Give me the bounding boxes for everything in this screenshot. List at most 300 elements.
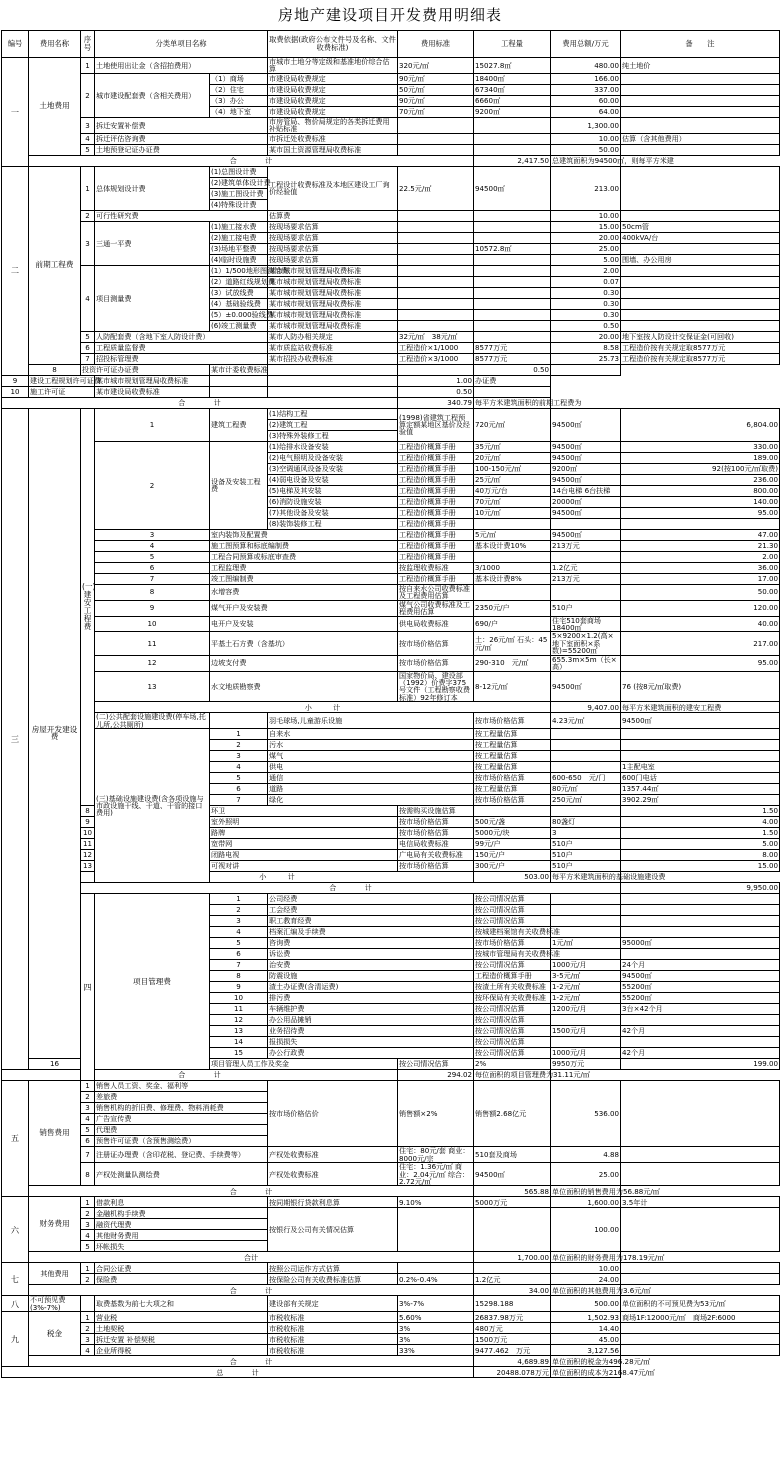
table-cell: 按工程量估算 — [474, 729, 551, 740]
table-cell: (5）±0.000验线费 — [211, 310, 273, 320]
table-cell: 按现场要求估算 — [268, 254, 398, 265]
table-cell: 1000元/月 — [551, 1048, 621, 1059]
table-cell: 24.00 — [551, 1274, 621, 1285]
table-cell: 4 — [81, 1114, 95, 1125]
table-row — [2, 1367, 780, 1378]
table-cell: 4 — [95, 540, 210, 551]
table-cell: 围墙、办公用房 — [621, 254, 780, 265]
table-cell: 337.00 — [551, 84, 621, 95]
table-cell: 其他财务费用 — [95, 1230, 268, 1241]
table-cell — [621, 927, 780, 938]
table-cell: 9200㎡ — [474, 106, 551, 117]
table-cell: 通信 — [268, 773, 474, 784]
table-cell: 某市城市规划管理局收费标准 — [268, 265, 398, 276]
table-cell: 咨询费 — [268, 938, 474, 949]
table-cell: 1主配电室 — [621, 762, 780, 773]
table-cell — [474, 518, 551, 529]
table-cell: 236.00 — [621, 474, 780, 485]
table-cell — [398, 232, 474, 243]
table-cell: 25.00 — [551, 1163, 621, 1186]
table-cell: 9 — [210, 982, 268, 993]
table-cell: 64.00 — [551, 106, 621, 117]
table-cell: 690/户 — [474, 616, 551, 632]
table-cell — [621, 740, 780, 751]
table-cell: 市城市土地分等定级和基准地价综合估算 — [268, 58, 398, 74]
table-cell: 10元/㎡ — [474, 507, 551, 518]
table-cell — [474, 117, 551, 133]
table-cell: 510户 — [551, 850, 621, 861]
table-cell: 290-310 元/㎡ — [474, 655, 551, 671]
table-cell: 施工许可证 — [29, 386, 95, 397]
table-cell: (1）1/500地形图测绘费 — [211, 266, 289, 276]
table-cell: 10.00 — [551, 210, 621, 221]
table-cell: 项目测量费 — [95, 265, 210, 331]
table-cell: (2)建筑单体设计费 — [211, 178, 271, 188]
table-row — [2, 117, 780, 133]
table-cell: 2 — [81, 1323, 95, 1334]
table-cell: 94500㎡ — [551, 441, 621, 452]
table-cell: 5000元/块 — [474, 828, 551, 839]
table-row — [2, 872, 780, 883]
table-cell: 3-5元/㎡ — [551, 971, 621, 982]
table-cell — [621, 1334, 780, 1345]
table-cell: 总体规划设计费 — [95, 166, 210, 210]
table-cell: 1元/㎡ — [551, 938, 621, 949]
table-cell: 9950万元 — [551, 1059, 621, 1070]
table-cell: 100.00 — [551, 1208, 621, 1252]
table-cell: 3 — [81, 117, 95, 133]
table-cell: 10.00 — [551, 1263, 621, 1274]
table-cell: 21.30 — [621, 540, 780, 551]
table-cell: 3 — [551, 828, 621, 839]
table-cell: 3 — [81, 1334, 95, 1345]
table-cell — [551, 927, 621, 938]
table-cell: 1.50 — [621, 806, 780, 817]
table-cell: 工程造价概算手册 — [398, 573, 474, 584]
table-cell: 655.3m×5m（长×高） — [551, 655, 621, 671]
table-cell: (3)特殊外装修工程 — [268, 430, 398, 441]
header-basis: 取费依据(政府公布文件号及名称、文件收费标准) — [268, 31, 398, 58]
table-cell: 20488.078万元 — [474, 1367, 551, 1378]
table-cell — [474, 232, 551, 243]
table-row — [2, 729, 780, 740]
table-cell: 47.00 — [621, 529, 780, 540]
table-cell: 9 — [95, 600, 210, 616]
table-cell: (一)建安工程费 — [81, 408, 95, 805]
table-cell: 某市城市规划管理局收费标准 — [268, 287, 398, 298]
table-cell: 按城建档案馆有关收费标准 — [475, 927, 561, 937]
table-cell: 煤气公司收费标准及工程费用估算 — [398, 600, 474, 616]
table-cell — [398, 364, 474, 375]
table-cell: 9477.462 万元 — [474, 1345, 551, 1356]
table-row — [2, 1208, 780, 1219]
table-row — [2, 529, 780, 540]
table-cell: 合 计 — [29, 1356, 474, 1367]
table-cell: 4 — [81, 265, 95, 331]
table-cell: (3)空调通风设备及安装 — [268, 463, 398, 474]
table-cell: 项目管理费 — [95, 894, 210, 1070]
table-cell: 2 — [210, 905, 268, 916]
table-cell: 1357.44㎡ — [621, 784, 780, 795]
table-cell: 300元/户 — [474, 861, 551, 872]
table-cell: 8 — [81, 1163, 95, 1186]
table-cell — [551, 916, 621, 927]
table-cell: 建设工程规划许可证费 — [30, 376, 101, 386]
table-cell: 产权处收费标准 — [268, 1163, 398, 1186]
table-cell: 2 — [81, 210, 95, 221]
table-cell: 12 — [210, 1015, 268, 1026]
table-cell: (4）基础验线费 — [210, 298, 268, 309]
table-cell: 94500㎡ — [621, 713, 780, 729]
table-cell: 2 — [81, 1092, 95, 1103]
table-cell: 产权处收费标准 — [268, 1147, 398, 1163]
table-cell: 工程合同预算或标底审查费 — [210, 551, 398, 562]
table-cell: 按公司情况估算 — [474, 1026, 551, 1037]
table-cell — [621, 84, 780, 95]
table-cell: 8577万元 — [474, 342, 551, 353]
table-cell: 土地使用出让金（含招拍费用） — [95, 58, 268, 74]
table-cell: 5.00 — [551, 254, 621, 265]
header-standard: 费用标准 — [398, 31, 474, 58]
table-cell: 市税收标准 — [268, 1334, 398, 1345]
table-cell: (8)装饰装修工程 — [268, 518, 398, 529]
table-cell: 按公司情况估算 — [474, 1004, 551, 1015]
table-cell: 按环保局有关收费标准 — [474, 993, 551, 1004]
table-row — [2, 210, 780, 221]
table-cell: 1.2亿元 — [474, 1274, 551, 1285]
table-cell: 330.00 — [621, 441, 780, 452]
table-cell — [621, 106, 780, 117]
table-cell: 按保险公司有关收费标准估算 — [268, 1274, 398, 1285]
table-cell: (2）道路红线规划费 — [211, 277, 276, 287]
table-row — [2, 1252, 780, 1263]
table-cell — [621, 1147, 780, 1163]
table-cell: 按工程量估算 — [474, 784, 551, 795]
table-cell: 8-12元/㎡ — [474, 671, 551, 702]
table-cell: 差旅费 — [95, 1092, 268, 1103]
table-cell: 室外照明 — [210, 817, 398, 828]
table-cell — [621, 287, 780, 298]
table-cell: 1200元/月 — [551, 1004, 621, 1015]
table-row — [2, 1285, 780, 1296]
table-cell — [474, 331, 551, 342]
table-cell: 电信局收费标准 — [398, 839, 474, 850]
table-row — [2, 155, 780, 166]
table-cell: 8.00 — [621, 850, 780, 861]
table-cell: 15 — [210, 1048, 268, 1059]
table-cell: 14 — [210, 1037, 268, 1048]
table-cell: 按监理收费标准 — [398, 562, 474, 573]
table-cell — [621, 1345, 780, 1356]
table-cell: （4）地下室 — [210, 106, 268, 117]
table-cell: 自来水 — [268, 729, 474, 740]
table-row — [2, 441, 780, 452]
table-cell: 广告宣传费 — [95, 1114, 268, 1125]
table-cell: 可行性研究费 — [95, 210, 268, 221]
table-cell — [474, 210, 551, 221]
table-cell: 3 — [210, 751, 268, 762]
table-cell: 1,700.00 — [474, 1252, 551, 1263]
table-cell: 财务费用 — [29, 1197, 81, 1252]
table-cell: 煤气开户及安装费 — [210, 600, 398, 616]
table-cell: (3）试放线费 — [210, 287, 268, 298]
table-cell: 5 — [81, 1241, 95, 1252]
table-cell: 某市城市规划管理局收费标准 — [95, 375, 210, 386]
table-row — [2, 573, 780, 584]
table-cell — [398, 117, 474, 133]
table-cell — [474, 144, 551, 155]
table-cell: 10572.8㎡ — [474, 243, 551, 254]
table-cell: 17.00 — [621, 573, 780, 584]
table-row — [2, 353, 780, 364]
table-cell — [398, 265, 474, 276]
table-cell — [398, 1263, 474, 1274]
table-cell: 8 — [210, 971, 268, 982]
table-cell: 七 — [2, 1263, 29, 1296]
table-cell — [398, 221, 474, 232]
table-cell: 94500㎡ — [551, 474, 621, 485]
table-cell: 11 — [81, 839, 95, 850]
table-cell — [474, 298, 551, 309]
table-cell — [474, 1208, 551, 1252]
table-cell: 按现场要求估算 — [268, 221, 398, 232]
table-cell: 道路 — [268, 784, 474, 795]
table-cell: 5 — [81, 1125, 95, 1136]
table-cell: 5 — [210, 938, 268, 949]
table-row — [2, 58, 780, 74]
table-cell: 8577万元 — [474, 353, 551, 364]
table-cell: 480.00 — [551, 58, 621, 74]
table-cell: 前期工程费 — [29, 166, 81, 364]
table-cell: 小 计 — [81, 872, 474, 883]
table-cell: 合 计 — [29, 1186, 474, 1197]
table-cell — [621, 894, 780, 905]
table-cell: 6660㎡ — [474, 95, 551, 106]
table-cell: 竣工图编制费 — [210, 573, 398, 584]
table-cell: 7 — [81, 353, 95, 364]
table-cell — [621, 1015, 780, 1026]
table-cell: 按市场价格估算 — [474, 773, 551, 784]
table-cell: 8 — [29, 364, 81, 375]
table-cell: 供电 — [268, 762, 474, 773]
table-cell: 市建设局收费规定 — [268, 95, 398, 106]
table-cell: 3 — [81, 1219, 95, 1230]
table-cell: 95.00 — [621, 655, 780, 671]
table-cell: 94500㎡ — [551, 529, 621, 540]
table-cell: (1)给排水设备安装 — [268, 441, 398, 452]
table-cell: 70元/㎡ — [474, 496, 551, 507]
table-cell — [621, 1163, 780, 1186]
table-cell: 市拆迁处收费标准 — [268, 133, 398, 144]
table-cell: 业务招待费 — [268, 1026, 474, 1037]
table-cell: 治安费 — [268, 960, 474, 971]
table-cell: 7 — [210, 795, 268, 806]
table-cell — [551, 740, 621, 751]
table-cell: 三 — [2, 408, 29, 1069]
table-cell: 9,950.00 — [621, 883, 780, 894]
table-cell: 住宅510套商场18400㎡ — [551, 616, 621, 632]
table-cell: 按市场价格估算 — [474, 713, 551, 729]
table-cell: 防震设施 — [268, 971, 474, 982]
table-cell: 4 — [81, 1345, 95, 1356]
table-cell: 80元/㎡ — [551, 784, 621, 795]
table-cell: 每平方米建筑面积的前期工程费为 — [475, 398, 582, 408]
table-row — [2, 408, 780, 419]
table-cell: 94500㎡ — [551, 452, 621, 463]
table-cell: 销售人员工资、奖金、福利等 — [95, 1081, 268, 1092]
table-cell: 代理费 — [95, 1125, 268, 1136]
table-cell: 5000万元 — [474, 1197, 551, 1208]
table-cell: 90元/㎡ — [398, 73, 474, 84]
table-cell: 地下室按人防设计交保证金(可回收) — [621, 331, 780, 342]
table-cell: 1.2亿元 — [551, 562, 621, 573]
header-cost-name: 费用名称 — [29, 31, 81, 58]
table-row — [2, 166, 780, 177]
table-cell — [551, 894, 621, 905]
table-cell: 1.50 — [621, 828, 780, 839]
table-cell: 2 — [81, 1274, 95, 1285]
table-cell: 每平方米建筑面积的基础设施建设费 — [552, 872, 666, 882]
header-remarks: 备 注 — [621, 31, 780, 58]
table-cell: 工程造价概算手册 — [398, 441, 474, 452]
table-cell: 按自来水公司收费标准及工程费用估算 — [398, 584, 474, 600]
table-cell — [81, 1296, 95, 1312]
table-cell: 其他费用 — [29, 1263, 81, 1285]
table-cell: 商场1F:12000元/㎡ 商场2F:6000 — [621, 1312, 780, 1323]
table-cell: 国家物价局、建设部（1992）价费字375号文件（工程勘察收费标准）92年修订本 — [398, 671, 474, 702]
table-cell: 9 — [2, 375, 29, 386]
table-cell: 设备及安装工程费 — [210, 441, 268, 529]
table-cell: 四 — [81, 894, 95, 1081]
table-cell — [551, 364, 621, 375]
table-cell: 工程质量监督费 — [95, 342, 268, 353]
table-cell: 9 — [81, 817, 95, 828]
table-cell: 3% — [398, 1323, 474, 1334]
table-row — [2, 1147, 780, 1163]
table-cell — [268, 375, 398, 386]
table-cell: 25元/㎡ — [474, 474, 551, 485]
table-cell — [398, 254, 474, 265]
table-cell: 1 — [210, 729, 268, 740]
table-cell: 工程造价按有关规定取8577万元 — [621, 342, 780, 353]
table-cell: 50.00 — [621, 584, 780, 600]
table-cell: 建设部有关规定 — [268, 1296, 398, 1312]
header-item-name: 分类单项目名称 — [95, 31, 268, 58]
table-cell: 坏帐损失 — [95, 1241, 268, 1252]
table-cell: 环卫 — [210, 806, 398, 817]
table-cell: 13 — [210, 1026, 268, 1037]
table-cell: 某市建设局收费标准 — [95, 386, 210, 397]
table-cell — [621, 276, 780, 287]
table-cell: (3)施工图设计费 — [210, 188, 268, 199]
table-cell: 40万元/台 — [474, 485, 551, 496]
table-cell: 估算费 — [268, 210, 398, 221]
table-cell: (4)临时设施费 — [210, 254, 268, 265]
table-cell: 2,417.50 — [474, 155, 551, 166]
table-cell: 2350元/户 — [474, 600, 551, 616]
table-cell — [621, 95, 780, 106]
table-cell: 5.00 — [621, 839, 780, 850]
table-cell: 25.73 — [551, 353, 621, 364]
table-cell: 按公司情况估算 — [398, 1059, 474, 1070]
table-cell — [474, 320, 551, 331]
table-cell: 按现场要求估算 — [268, 232, 398, 243]
table-row — [2, 883, 780, 894]
table-cell: 0.30 — [551, 309, 621, 320]
table-cell: 76 (按8元/㎡取费) — [621, 671, 780, 702]
table-cell: 每位面积的项目管理费为31.11元/㎡ — [475, 1070, 590, 1080]
table-cell: 三通一平费 — [95, 221, 210, 265]
table-cell: 95.00 — [621, 507, 780, 518]
table-cell: 92(按100元/㎡取费) — [621, 463, 780, 474]
table-cell: 7 — [210, 960, 268, 971]
table-cell: 按需购买设施估算 — [398, 806, 474, 817]
table-cell: 500.00 — [551, 1296, 621, 1312]
table-cell: 3,127.56 — [551, 1345, 621, 1356]
table-cell: 可视对讲 — [210, 861, 398, 872]
table-cell: 合计 — [29, 1252, 474, 1263]
table-cell: 6 — [210, 949, 268, 960]
table-header — [2, 31, 780, 58]
table-cell: (4)弱电设备及安装 — [268, 474, 398, 485]
table-cell: 市税收标准 — [268, 1312, 398, 1323]
table-cell: 2 — [95, 441, 210, 529]
table-cell: 借款利息 — [95, 1197, 268, 1208]
table-cell: 按现场要求估算 — [268, 243, 398, 254]
table-cell: 档案汇编及手续费 — [268, 927, 474, 938]
table-cell: 6 — [81, 1136, 95, 1147]
table-cell: 6 — [81, 342, 95, 353]
table-cell: 工程造价概算手册 — [474, 971, 551, 982]
table-cell: 3.5年计 — [621, 1197, 780, 1208]
table-cell: 基本设计费10% — [474, 540, 551, 551]
table-cell: 12 — [95, 655, 210, 671]
table-cell: 办证费 — [474, 375, 551, 386]
table-row — [2, 397, 780, 408]
table-cell: 4 — [81, 133, 95, 144]
table-cell: 一 — [2, 58, 29, 167]
table-cell: 94500㎡ — [551, 507, 621, 518]
table-cell — [474, 309, 551, 320]
table-row — [2, 894, 780, 905]
table-cell: 五 — [2, 1081, 29, 1197]
table-cell — [474, 287, 551, 298]
table-row — [2, 1186, 780, 1197]
table-cell: 融资代理费 — [95, 1219, 268, 1230]
table-cell: 合 计 — [81, 883, 621, 894]
table-cell: 20.00 — [551, 331, 621, 342]
table-cell: 510户 — [551, 600, 621, 616]
table-cell: 50.00 — [551, 144, 621, 155]
table-row — [2, 551, 780, 562]
table-cell: 市建设局收费规定 — [268, 84, 398, 95]
table-cell: 32元/㎡ 38元/㎡ — [398, 331, 474, 342]
table-cell: 50cm管 — [621, 221, 780, 232]
table-cell — [621, 1081, 780, 1147]
table-cell — [474, 265, 551, 276]
table-row — [2, 331, 780, 342]
table-cell — [621, 210, 780, 221]
table-row — [2, 342, 780, 353]
table-cell: 某市招投办收费标准 — [268, 353, 398, 364]
table-cell — [621, 916, 780, 927]
table-cell: 按工程量估算 — [474, 762, 551, 773]
table-cell: 金融机构手续费 — [95, 1208, 268, 1219]
table-cell — [551, 762, 621, 773]
table-cell: 0.50 — [398, 386, 474, 397]
table-cell: 36.00 — [621, 562, 780, 573]
table-cell: 60.00 — [551, 95, 621, 106]
